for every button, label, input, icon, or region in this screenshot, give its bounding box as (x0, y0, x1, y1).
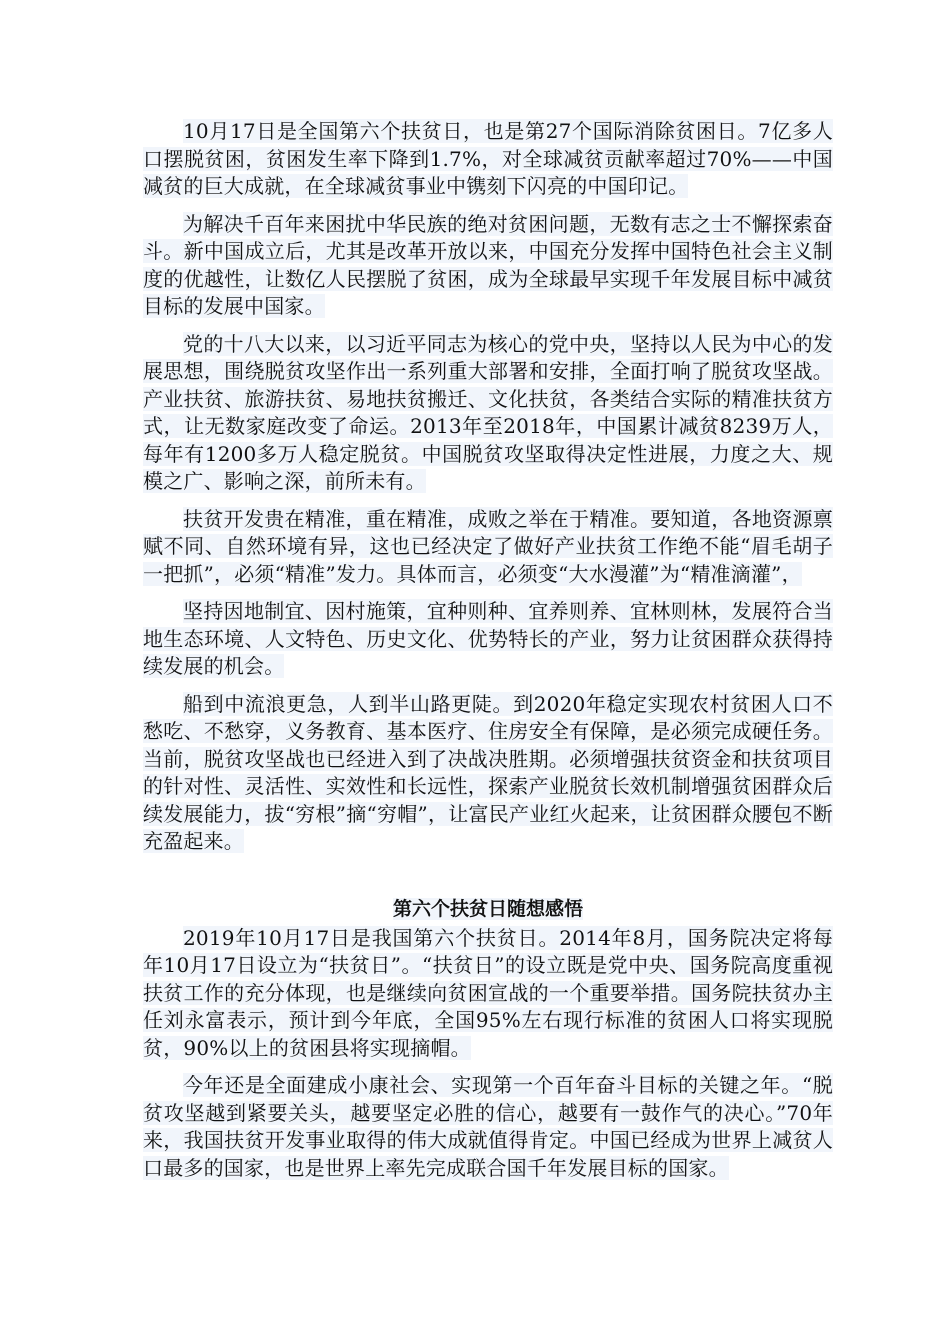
paragraph-3-text: 党的十八大以来，以习近平同志为核心的党中央，坚持以人民为中心的发展思想，围绕脱贫攻坚作出一系列重大部署和安排，全面打响了脱贫攻坚战。产业扶贫、旅游扶贫、易地扶贫搬迁、文化扶贫，各类结合实际的精准扶贫方式，让无数家庭改变了命运。2013年至2018年，中国累计减贫8239万人，每年有1200多万人稳定脱贫。中国脱贫攻坚取得决定性进展，力度之大、规模之广、影响之深，前所未有。 (143, 331, 833, 493)
paragraph-1-text: 10月17日是全国第六个扶贫日，也是第27个国际消除贫困日。7亿多人口摆脱贫困，贫困发生率下降到1.7%，对全球减贫贡献率超过70%——中国减贫的巨大成就，在全球减贫事业中镌刻下闪亮的中国印记。 (143, 119, 833, 198)
section-title-text: 第六个扶贫日随想感悟 (392, 897, 583, 920)
paragraph-2 (143, 211, 833, 321)
paragraph-1 (143, 118, 833, 201)
paragraph-7-text: 2019年10月17日是我国第六个扶贫日。2014年8月，国务院决定将每年10月17日设立为“扶贫日”。“扶贫日”的设立既是党中央、国务院高度重视扶贫工作的充分体现，也是继续向贫困宣战的一个重要举措。国务院扶贫办主任刘永富表示，预计到今年底，全国95%左右现行标准的贫困人口将实现脱贫，90%以上的贫困县将实现摘帽。 (143, 925, 833, 1060)
paragraph-6 (143, 691, 833, 856)
paragraph-3 (143, 331, 833, 496)
paragraph-4-text: 扶贫开发贵在精准，重在精准，成败之举在于精准。要知道，各地资源禀赋不同、自然环境有异，这也已经决定了做好产业扶贫工作绝不能“眉毛胡子一把抓”，必须“精准”发力。具体而言，必须变“大水漫灌”为“精准滴灌”， (143, 506, 833, 586)
paragraph-7 (143, 925, 833, 1063)
document-body (143, 118, 833, 1192)
paragraph-5-text: 坚持因地制宜、因村施策，宜种则种、宜养则养、宜林则林，发展符合当地生态环境、人文特色、历史文化、优势特长的产业，努力让贫困群众获得持续发展的机会。 (143, 599, 833, 678)
paragraph-6-text: 船到中流浪更急，人到半山路更陡。到2020年稳定实现农村贫困人口不愁吃、不愁穿，义务教育、基本医疗、住房安全有保障，是必须完成硬任务。当前，脱贫攻坚战也已经进入到了决战决胜期。必须增强扶贫资金和扶贫项目的针对性、灵活性、实效性和长远性，探索产业脱贫长效机制增强贫困群众后续发展能力，拔“穷根”摘“穷帽”，让富民产业红火起来，让贫困群众腰包不断充盈起来。 (143, 691, 833, 853)
section-title (143, 896, 833, 923)
paragraph-2-text: 为解决千百年来困扰中华民族的绝对贫困问题，无数有志之士不懈探索奋斗。新中国成立后，尤其是改革开放以来，中国充分发挥中国特色社会主义制度的优越性，让数亿人民摆脱了贫困，成为全球最早实现千年发展目标中减贫目标的发展中国家。 (143, 211, 833, 318)
paragraph-4 (143, 506, 833, 589)
paragraph-5 (143, 598, 833, 681)
paragraph-8 (143, 1072, 833, 1182)
paragraph-8-text: 今年还是全面建成小康社会、实现第一个百年奋斗目标的关键之年。“脱贫攻坚越到紧要关头，越要坚定必胜的信心，越要有一鼓作气的决心。”70年来，我国扶贫开发事业取得的伟大成就值得肯定。中国已经成为世界上减贫人口最多的国家，也是世界上率先完成联合国千年发展目标的国家。 (143, 1073, 833, 1180)
